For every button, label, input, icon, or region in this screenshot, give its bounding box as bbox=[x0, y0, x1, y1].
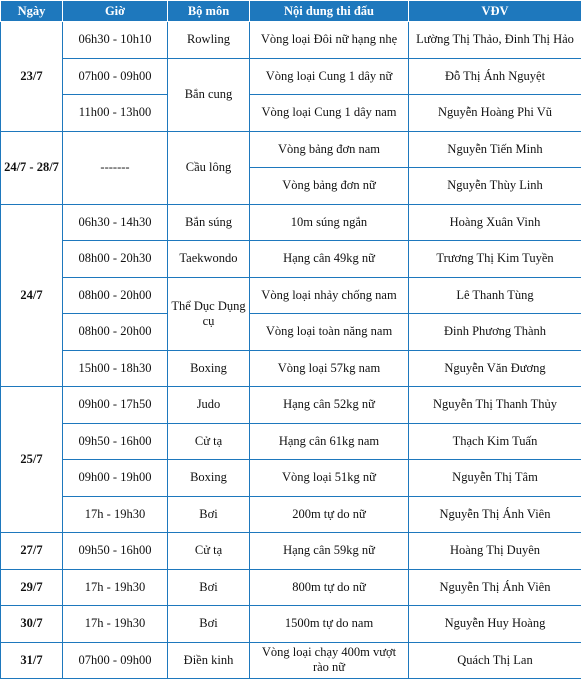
event-cell: Hạng cân 61kg nam bbox=[250, 423, 409, 460]
athlete-cell: Thạch Kim Tuấn bbox=[409, 423, 581, 460]
header-day: Ngày bbox=[1, 1, 63, 22]
table-row bbox=[1, 423, 581, 460]
time-cell: ------- bbox=[63, 131, 168, 204]
sport-cell: Bắn súng bbox=[168, 204, 250, 241]
athlete-cell: Nguyễn Huy Hoàng bbox=[409, 606, 581, 643]
time-cell: 11h00 - 13h00 bbox=[63, 95, 168, 132]
sport-cell: Rowling bbox=[168, 22, 250, 59]
table-row bbox=[1, 642, 581, 679]
schedule-body bbox=[1, 22, 581, 679]
table-row bbox=[1, 606, 581, 643]
athlete-cell: Nguyễn Văn Đương bbox=[409, 350, 581, 387]
event-cell: Hạng cân 49kg nữ bbox=[250, 241, 409, 278]
athlete-cell: Hoàng Thị Duyên bbox=[409, 533, 581, 570]
athlete-cell: Nguyễn Hoàng Phi Vũ bbox=[409, 95, 581, 132]
athlete-cell: Lường Thị Thảo, Đinh Thị Hảo bbox=[409, 22, 581, 59]
date-cell: 24/7 bbox=[1, 204, 63, 387]
time-cell: 17h - 19h30 bbox=[63, 569, 168, 606]
event-cell: Vòng loại toàn năng nam bbox=[250, 314, 409, 351]
table-row bbox=[1, 533, 581, 570]
table-row bbox=[1, 58, 581, 95]
event-cell: 10m súng ngắn bbox=[250, 204, 409, 241]
event-cell: Hạng cân 59kg nữ bbox=[250, 533, 409, 570]
time-cell: 08h00 - 20h30 bbox=[63, 241, 168, 278]
athlete-cell: Nguyễn Thùy Linh bbox=[409, 168, 581, 205]
date-cell: 24/7 - 28/7 bbox=[1, 131, 63, 204]
event-cell: Vòng loại Cung 1 dây nam bbox=[250, 95, 409, 132]
athlete-cell: Lê Thanh Tùng bbox=[409, 277, 581, 314]
time-cell: 17h - 19h30 bbox=[63, 496, 168, 533]
sport-cell: Cầu lông bbox=[168, 131, 250, 204]
date-cell: 31/7 bbox=[1, 642, 63, 679]
time-cell: 09h50 - 16h00 bbox=[63, 423, 168, 460]
sport-cell: Bơi bbox=[168, 496, 250, 533]
sport-cell: Bơi bbox=[168, 569, 250, 606]
table-row bbox=[1, 22, 581, 59]
event-cell: 1500m tự do nam bbox=[250, 606, 409, 643]
header-athlete: VĐV bbox=[409, 1, 581, 22]
table-row bbox=[1, 460, 581, 497]
event-cell: Vòng bảng đơn nữ bbox=[250, 168, 409, 205]
athlete-cell: Đinh Phương Thành bbox=[409, 314, 581, 351]
sport-cell: Cử tạ bbox=[168, 423, 250, 460]
event-cell: 800m tự do nữ bbox=[250, 569, 409, 606]
athlete-cell: Nguyễn Tiến Minh bbox=[409, 131, 581, 168]
athlete-cell: Đỗ Thị Ánh Nguyệt bbox=[409, 58, 581, 95]
sport-cell: Boxing bbox=[168, 350, 250, 387]
header-row bbox=[1, 1, 581, 22]
event-cell: Vòng loại Cung 1 dây nữ bbox=[250, 58, 409, 95]
sport-cell: Điền kinh bbox=[168, 642, 250, 679]
event-cell: Vòng loại Đôi nữ hạng nhẹ bbox=[250, 22, 409, 59]
sport-cell: Taekwondo bbox=[168, 241, 250, 278]
date-cell: 29/7 bbox=[1, 569, 63, 606]
sport-cell: Thể Dục Dụng cụ bbox=[168, 277, 250, 350]
time-cell: 09h00 - 19h00 bbox=[63, 460, 168, 497]
time-cell: 06h30 - 14h30 bbox=[63, 204, 168, 241]
athlete-cell: Nguyễn Thị Thanh Thủy bbox=[409, 387, 581, 424]
time-cell: 15h00 - 18h30 bbox=[63, 350, 168, 387]
table-row bbox=[1, 350, 581, 387]
event-cell: 200m tự do nữ bbox=[250, 496, 409, 533]
header-time: Giờ bbox=[63, 1, 168, 22]
header-event: Nội dung thi đấu bbox=[250, 1, 409, 22]
athlete-cell: Quách Thị Lan bbox=[409, 642, 581, 679]
event-cell: Vòng bảng đơn nam bbox=[250, 131, 409, 168]
table-row bbox=[1, 496, 581, 533]
event-cell: Vòng loại 51kg nữ bbox=[250, 460, 409, 497]
table-row bbox=[1, 314, 581, 351]
sport-cell: Bơi bbox=[168, 606, 250, 643]
date-cell: 23/7 bbox=[1, 22, 63, 132]
event-cell: Vòng loại nhảy chống nam bbox=[250, 277, 409, 314]
date-cell: 27/7 bbox=[1, 533, 63, 570]
table-row bbox=[1, 569, 581, 606]
table-row bbox=[1, 95, 581, 132]
event-cell: Vòng loại 57kg nam bbox=[250, 350, 409, 387]
date-cell: 25/7 bbox=[1, 387, 63, 533]
athlete-cell: Nguyễn Thị Ánh Viên bbox=[409, 569, 581, 606]
athlete-cell: Trương Thị Kim Tuyền bbox=[409, 241, 581, 278]
time-cell: 07h00 - 09h00 bbox=[63, 642, 168, 679]
sport-cell: Bắn cung bbox=[168, 58, 250, 131]
athlete-cell: Nguyễn Thị Tâm bbox=[409, 460, 581, 497]
table-row bbox=[1, 277, 581, 314]
header-sport: Bộ môn bbox=[168, 1, 250, 22]
table-row bbox=[1, 131, 581, 168]
time-cell: 17h - 19h30 bbox=[63, 606, 168, 643]
sport-cell: Boxing bbox=[168, 460, 250, 497]
time-cell: 06h30 - 10h10 bbox=[63, 22, 168, 59]
sport-cell: Cử tạ bbox=[168, 533, 250, 570]
time-cell: 08h00 - 20h00 bbox=[63, 314, 168, 351]
event-cell: Vòng loại chạy 400m vượt rào nữ bbox=[250, 642, 409, 679]
time-cell: 09h50 - 16h00 bbox=[63, 533, 168, 570]
time-cell: 07h00 - 09h00 bbox=[63, 58, 168, 95]
time-cell: 09h00 - 17h50 bbox=[63, 387, 168, 424]
date-cell: 30/7 bbox=[1, 606, 63, 643]
event-cell: Hạng cân 52kg nữ bbox=[250, 387, 409, 424]
sport-cell: Judo bbox=[168, 387, 250, 424]
table-row bbox=[1, 204, 581, 241]
time-cell: 08h00 - 20h00 bbox=[63, 277, 168, 314]
athlete-cell: Nguyễn Thị Ánh Viên bbox=[409, 496, 581, 533]
athlete-cell: Hoàng Xuân Vinh bbox=[409, 204, 581, 241]
table-row bbox=[1, 241, 581, 278]
table-row bbox=[1, 387, 581, 424]
